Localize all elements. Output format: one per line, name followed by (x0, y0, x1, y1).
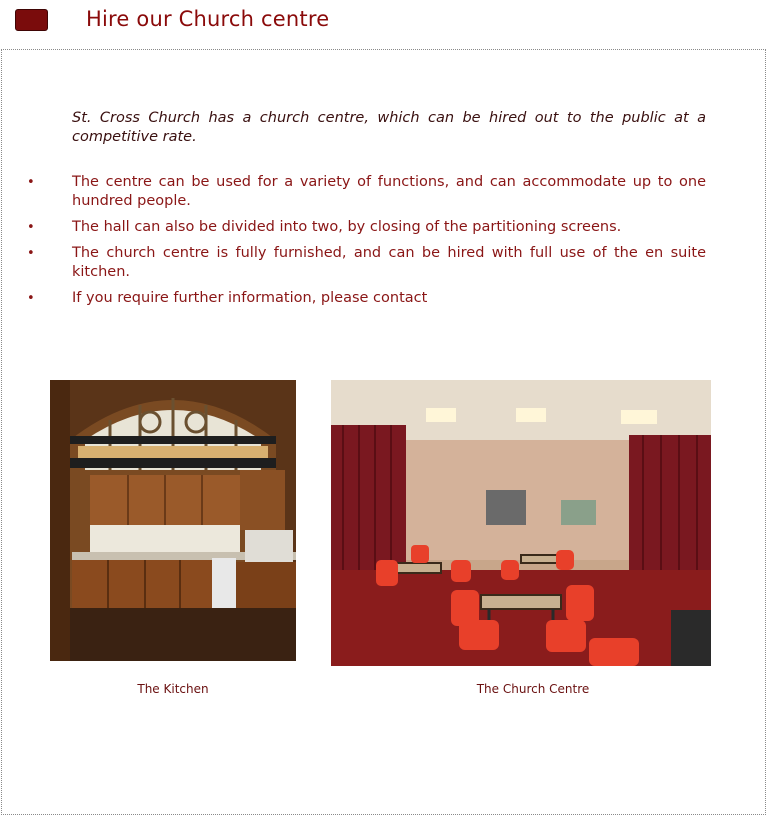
header-tab-block (15, 9, 48, 31)
page-title: Hire our Church centre (86, 7, 330, 31)
list-item (0, 218, 706, 237)
church-centre-caption: The Church Centre (476, 682, 590, 696)
bullet-icon: • (27, 175, 35, 190)
church-centre-photo (331, 380, 711, 666)
kitchen-photo (50, 380, 296, 661)
list-item (0, 244, 706, 282)
bullet-text: The church centre is fully furnished, and can be hired with full use of the en suite kitchen. (72, 245, 706, 280)
bullet-text: The centre can be used for a variety of functions, and can accommodate up to one hundred people. (72, 174, 706, 209)
bullet-icon: • (27, 220, 35, 235)
bullet-icon: • (27, 291, 35, 306)
kitchen-caption: The Kitchen (137, 682, 209, 696)
bullet-text: If you require further information, please contact (72, 290, 428, 306)
list-item (0, 173, 706, 211)
intro-paragraph: St. Cross Church has a church centre, which can be hired out to the public at a competitive rate. (72, 110, 706, 145)
bullet-text: The hall can also be divided into two, by closing of the partitioning screens. (72, 219, 622, 235)
list-item (0, 289, 706, 308)
info-bullet-list (0, 173, 767, 315)
bullet-icon: • (27, 246, 35, 261)
